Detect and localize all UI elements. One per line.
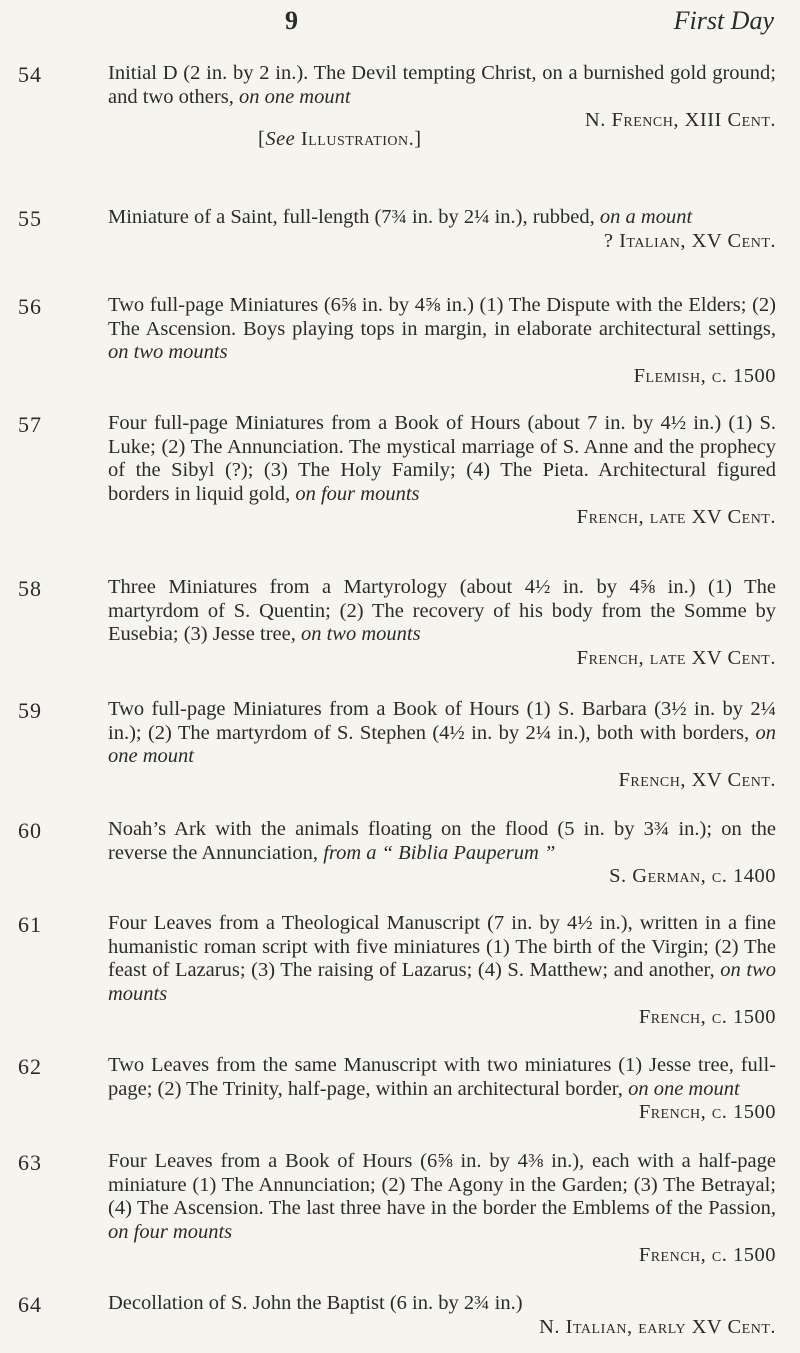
lot-attribution: French, late XV Cent. (576, 646, 776, 669)
see-illustration-note: [See Illustration.] (258, 128, 422, 150)
lot-description (108, 576, 776, 670)
lot-number: 60 (18, 818, 42, 843)
lot-mount: on one mount (108, 721, 776, 767)
lot-number: 55 (18, 206, 42, 231)
lot-number: 56 (18, 294, 42, 319)
lot-mount: on a mount (599, 206, 693, 228)
page-header (0, 6, 800, 40)
illustration-label: Illustration. (300, 128, 415, 150)
lot-attribution: French, late XV Cent. (576, 506, 776, 528)
lot-mount: on two mounts (108, 341, 228, 363)
lot-description (108, 818, 776, 889)
lot-text: Two full-page Miniatures (6⅝ in. by 4⅝ in.) (1) The Dispute with the Elders; (2) The Ascension. Boys playing tops in margin, in elaborate architectural settings, (108, 294, 776, 340)
lot-text: Four full-page Miniatures from a Book of Hours (about 7 in. by 4½ in.) (1) S. Luke; (2) The Annunciation. The mystical marriage of S. Anne and the prophecy of the Sibyl (?); (3) The Holy Family; (4) The Pieta. Architectural figured borders in liquid gold, (108, 412, 776, 505)
lot-text: Decollation of S. John the Baptist (6 in. by 2¾ in.) (108, 1292, 523, 1314)
lot-number: 59 (18, 698, 42, 723)
lot-description (108, 912, 776, 1030)
lot-number: 54 (18, 62, 42, 87)
lot-description (108, 206, 776, 253)
lot-description (108, 294, 776, 388)
lot-mount: on four mounts (108, 1220, 233, 1243)
lot-attribution: N. Italian, early XV Cent. (539, 1315, 776, 1338)
lot-number: 63 (18, 1150, 42, 1175)
lot-number: 58 (18, 576, 42, 601)
lot-number: 61 (18, 912, 42, 937)
lot-attribution: ? Italian, XV Cent. (603, 229, 776, 252)
page-number: 9 (285, 6, 298, 35)
lot-attribution: French, XV Cent. (618, 768, 776, 791)
lot-text: Four Leaves from a Book of Hours (6⅝ in. by 4⅜ in.), each with a half-page miniature (1) The Annunciation; (2) The Agony in the Garden; (3) The Betrayal; (4) The Ascension. The last three have in the border the Emblems of the Passion, (108, 1150, 776, 1219)
lot-mount: from a “ Biblia Pauperum ” (323, 841, 556, 864)
lot-description (108, 62, 776, 133)
lot-mount: on two mounts (108, 959, 776, 1005)
lot-attribution: French, c. 1500 (638, 1244, 776, 1266)
lot-description (108, 1292, 776, 1339)
lot-attribution: French, c. 1500 (638, 1006, 776, 1028)
lot-text: Two full-page Miniatures from a Book of Hours (1) S. Barbara (3½ in. by 2¼ in.); (2) The martyrdom of S. Stephen (4½ in. by 2¼ in.), both with borders, (108, 698, 776, 744)
lot-attribution: N. French, XIII Cent. (584, 109, 776, 131)
lot-number: 64 (18, 1292, 42, 1317)
lot-mount: on one mount (628, 1077, 740, 1100)
lot-text: Noah’s Ark with the animals floating on the flood (5 in. by 3¾ in.); on the reverse the Annunciation, (108, 818, 776, 864)
lot-description (108, 1150, 776, 1268)
lot-text: Two Leaves from the same Manuscript with two miniatures (1) Jesse tree, full-page; (2) The Trinity, half-page, within an architectural border, (108, 1054, 776, 1100)
see-label: See (265, 128, 296, 150)
lot-attribution: French, c. 1500 (638, 1101, 776, 1123)
lot-text: Three Miniatures from a Martyrology (about 4½ in. by 4⅝ in.) (1) The martyrdom of S. Quentin; (2) The recovery of his body from the Somme by Eusebia; (3) Jesse tree, (108, 576, 776, 645)
lot-mount: on two mounts (300, 623, 421, 645)
lot-number: 62 (18, 1054, 42, 1079)
lot-text: Four Leaves from a Theological Manuscript (7 in. by 4½ in.), written in a fine humanistic roman script with five miniatures (1) The birth of the Virgin; (2) The feast of Lazarus; (3) The raising of Lazarus; (4) S. Matthew; and another, (108, 912, 776, 981)
lot-description (108, 1054, 776, 1125)
lot-attribution: Flemish, c. 1500 (633, 364, 776, 387)
lot-description (108, 412, 776, 530)
lot-mount: on one mount (238, 85, 351, 108)
lot-number: 57 (18, 412, 42, 437)
lot-text: Initial D (2 in. by 2 in.). The Devil tempting Christ, on a burnished gold ground; and two others, (108, 62, 776, 108)
running-title: First Day (673, 6, 774, 35)
lot-description (108, 698, 776, 792)
lot-attribution: S. German, c. 1400 (609, 865, 776, 887)
lot-mount: on four mounts (295, 482, 420, 505)
lot-text: Miniature of a Saint, full-length (7¾ in. by 2¼ in.), rubbed, (108, 206, 595, 228)
